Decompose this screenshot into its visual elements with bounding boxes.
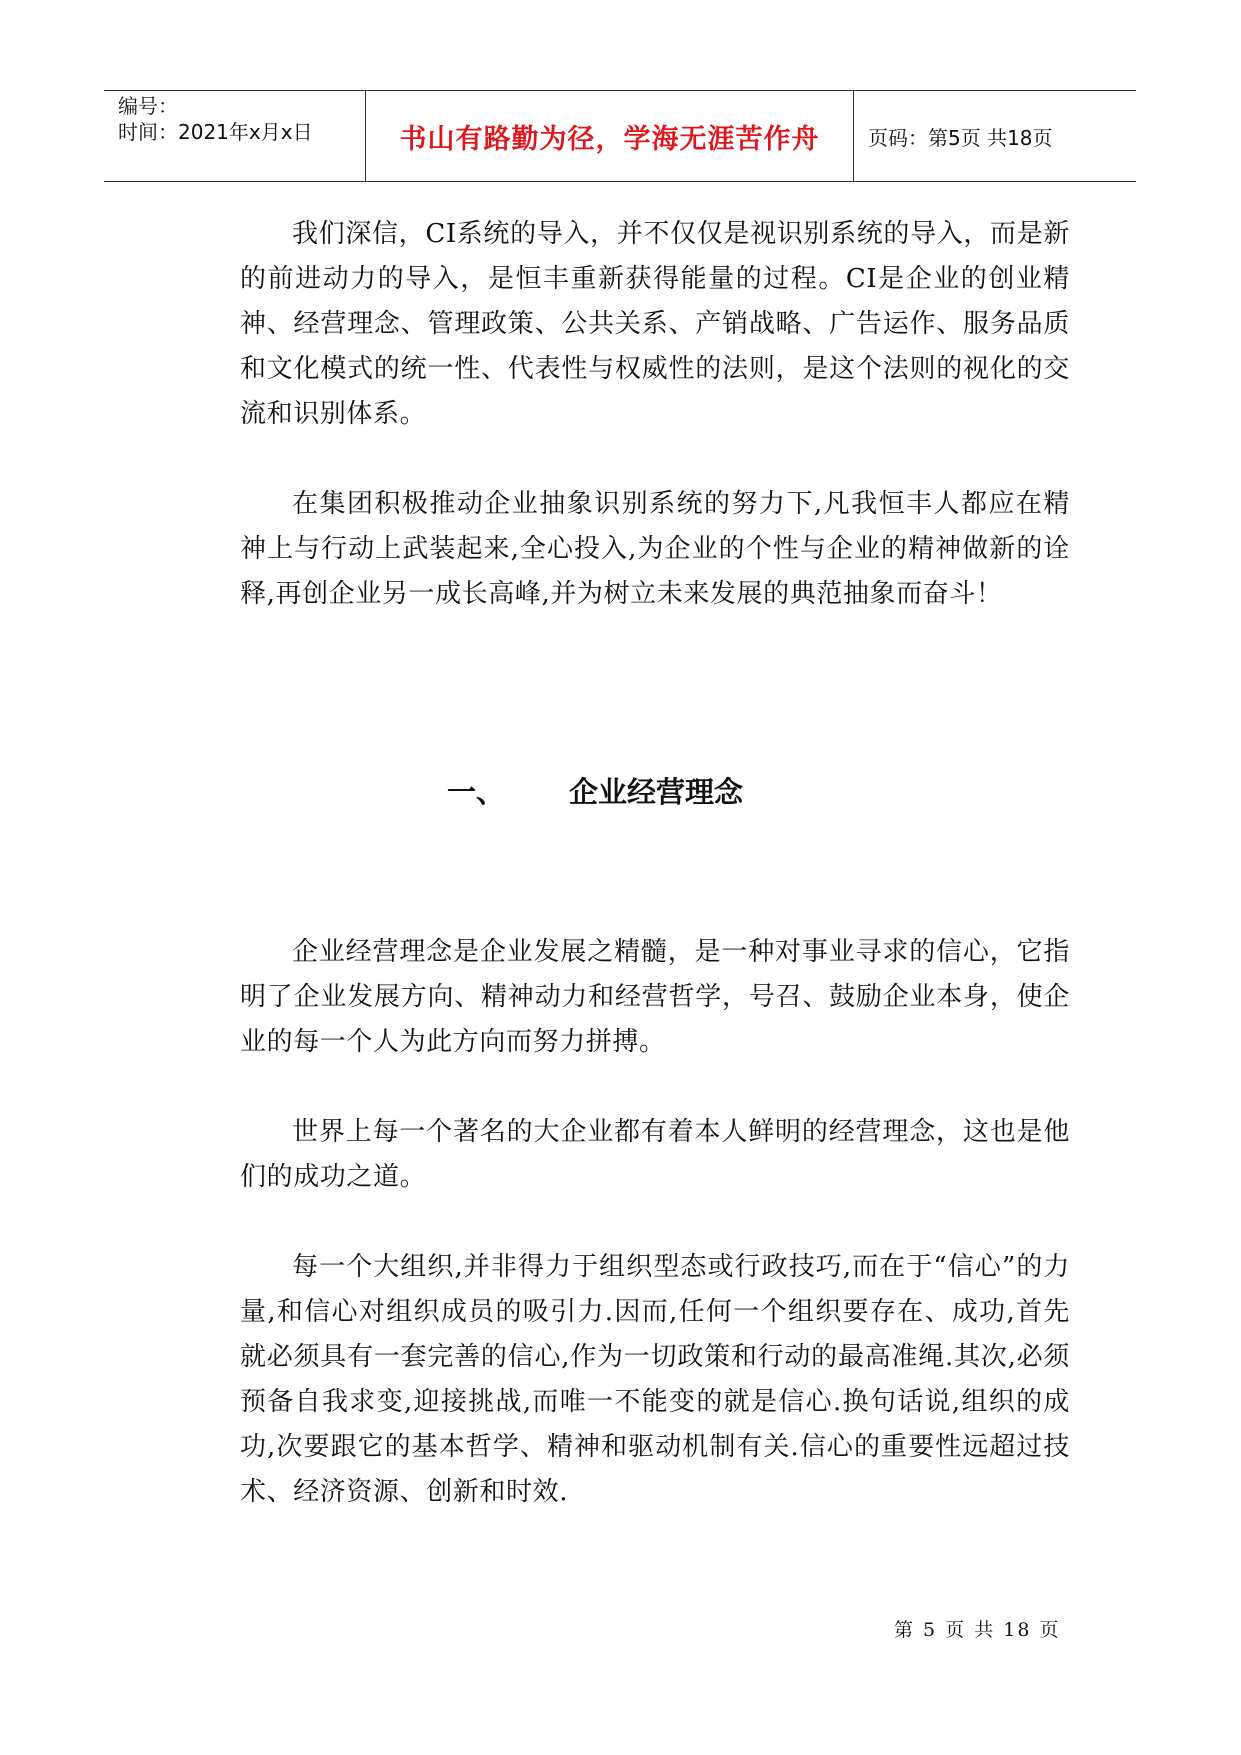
- section-intro: [240, 212, 1070, 617]
- heading-title: 企业经营理念: [569, 775, 744, 809]
- header-info-cell: [104, 91, 366, 181]
- page-footer: 第 5 页 共 18 页: [894, 1619, 1061, 1641]
- serial-label: 编号：: [118, 94, 178, 118]
- header-page-label: 页码：第5页 共18页: [868, 125, 1053, 150]
- paragraph: 每一个大组织,并非得力于组织型态或行政技巧,而在于“信心”的力量,和信心对组织成员的吸引力.因而,任何一个组织要存在、成功,首先就必须具有一套完善的信心,作为一切政策和行动的最高准绳.其次,必须预备自我求变,迎接挑战,而唯一不能变的就是信心.换句话说,组织的成功,次要跟它的基本哲学、精神和驱动机制有关.信心的重要性远超过技术、经济资源、创新和时效.: [240, 1252, 1070, 1507]
- heading-number: 一、: [447, 775, 506, 809]
- paragraph: 在集团积极推动企业抽象识别系统的努力下,凡我恒丰人都应在精神上与行动上武装起来,全心投入,为企业的个性与企业的精神做新的诠释,再创企业另一成长高峰,并为树立未来发展的典范抽象而奋斗！: [240, 489, 1070, 609]
- time-label: 时间：2021年x月x日: [118, 120, 313, 144]
- section-heading: [447, 770, 743, 811]
- page-header: [104, 90, 1136, 182]
- header-motto: 书山有路勤为径，学海无涯苦作舟: [366, 91, 854, 181]
- paragraph: 我们深信，CI系统的导入，并不仅仅是视识别系统的导入，而是新的前进动力的导入，是恒丰重新获得能量的过程。CI是企业的创业精神、经营理念、管理政策、公共关系、产销战略、广告运作、服务品质和文化模式的统一性、代表性与权威性的法则，是这个法则的视化的交流和识别体系。: [240, 219, 1070, 429]
- paragraph: 企业经营理念是企业发展之精髓，是一种对事业寻求的信心，它指明了企业发展方向、精神动力和经营哲学，号召、鼓励企业本身，使企业的每一个人为此方向而努力拼搏。: [240, 937, 1070, 1057]
- paragraph: 世界上每一个著名的大企业都有着本人鲜明的经营理念，这也是他们的成功之道。: [240, 1117, 1070, 1192]
- section-business-philosophy: [240, 930, 1070, 1515]
